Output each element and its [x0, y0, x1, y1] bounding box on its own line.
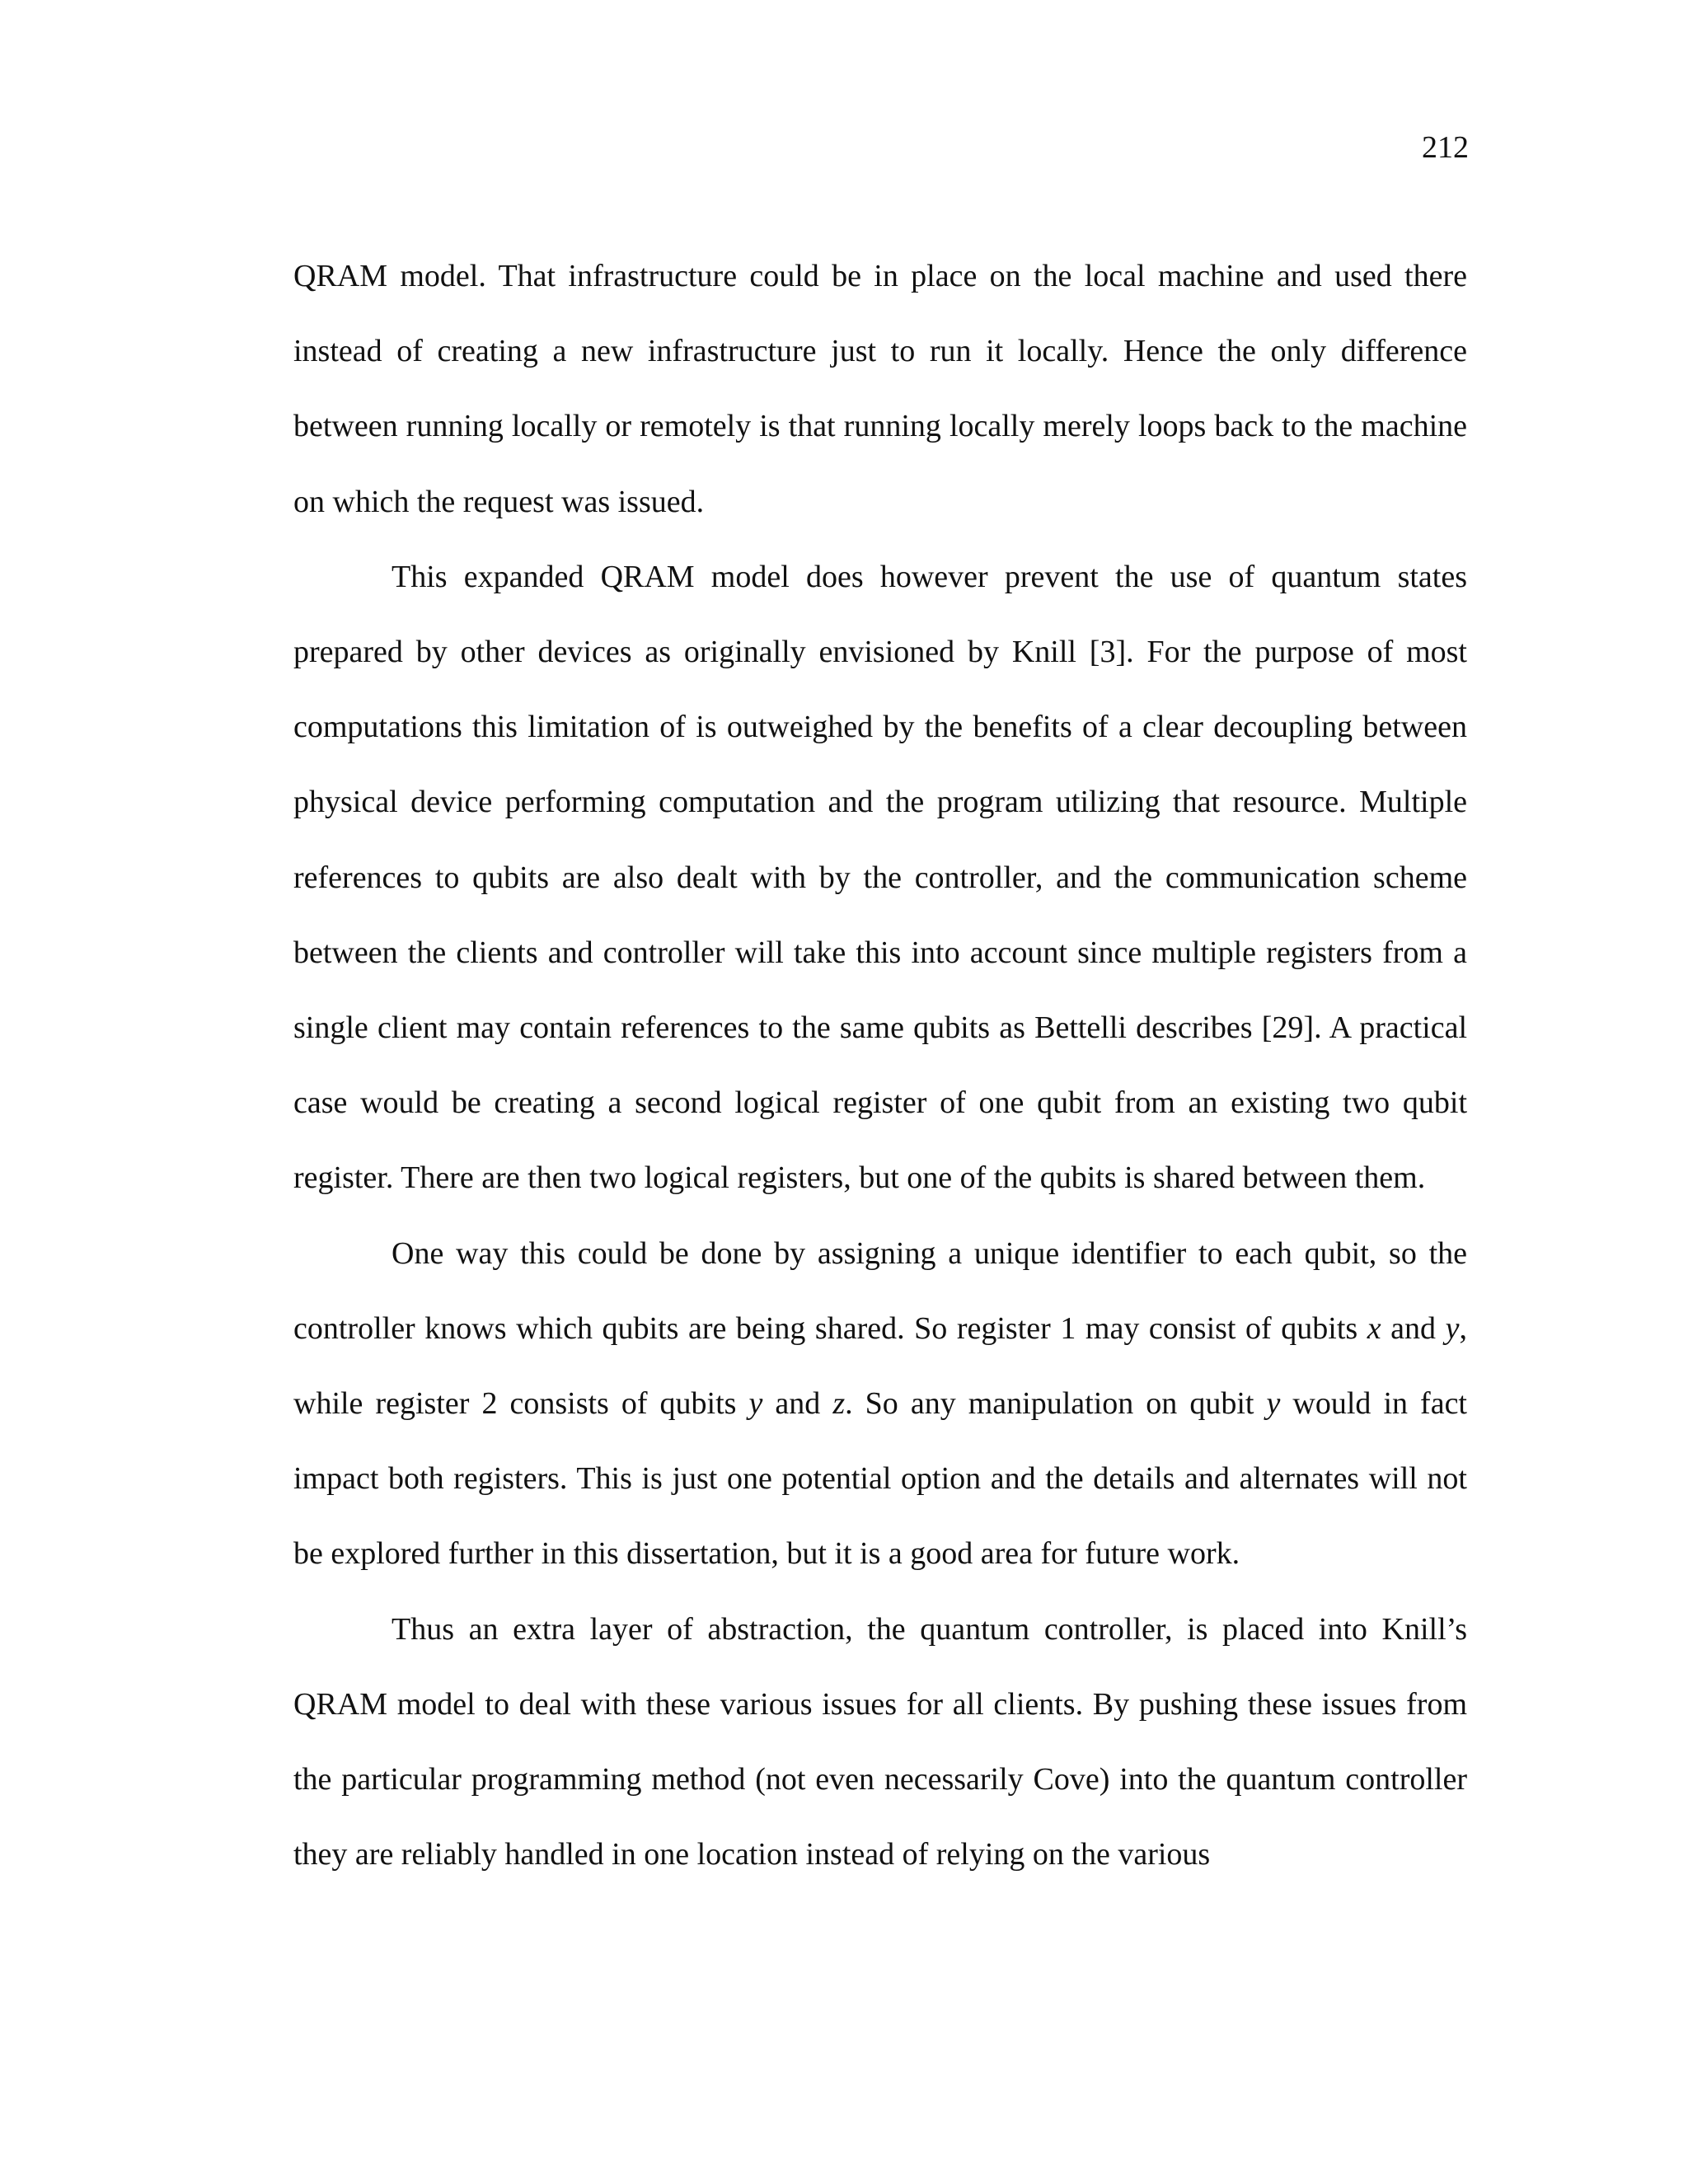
variable-name: z	[832, 1386, 846, 1422]
text-run: , while register 2 consists of qubits	[293, 1310, 1467, 1422]
text-run: QRAM model. That infrastructure could be in place on the local machine and used there instead of creating a new infrastructure just to run it locally. Hence the only difference between running locally or remotely is that running locally merely loops back to the machine on which the request was issued.	[293, 259, 1467, 519]
text-run: and	[1381, 1310, 1446, 1346]
text-run: . So any manipulation on qubit	[845, 1386, 1267, 1422]
variable-name: x	[1367, 1310, 1381, 1346]
body-text	[293, 239, 1467, 1892]
paragraph	[293, 1592, 1467, 1893]
variable-name: y	[1266, 1386, 1281, 1422]
text-run: and	[762, 1386, 833, 1422]
variable-name: y	[748, 1386, 763, 1422]
text-run: This expanded QRAM model does however prevent the use of quantum states prepared by other devices as originally envisioned by Knill [3]. For the purpose of most computations this limitation of is outweighed by the benefits of a clear decoupling between physical device performing computation and the program utilizing that resource. Multiple references to qubits are also dealt with by the controller, and the communication scheme between the clients and controller will take this into account since multiple registers from a single client may contain references to the same qubits as Bettelli describes [29]. A practical case would be creating a second logical register of one qubit from an existing two qubit register. There are then two logical registers, but one of the qubits is shared between them.	[293, 559, 1467, 1196]
paragraph	[293, 1216, 1467, 1592]
paragraph	[293, 239, 1467, 540]
variable-name: y	[1445, 1310, 1460, 1346]
text-run: One way this could be done by assigning a unique identifier to each qubit, so the controller knows which qubits are being shared. So register 1 may consist of qubits	[293, 1235, 1467, 1346]
text-run: Thus an extra layer of abstraction, the quantum controller, is placed into Knill’s QRAM model to deal with these various issues for all clients. By pushing these issues from the particular programming method (not even necessarily Cove) into the quantum controller they are reliably handled in one location instead of relying on the various	[293, 1611, 1467, 1872]
text-run: would in fact impact both registers. This is just one potential option and the details and alternates will not be explored further in this dissertation, but it is a good area for future work.	[293, 1386, 1467, 1572]
page-number: 212	[1422, 130, 1469, 165]
paragraph	[293, 540, 1467, 1216]
